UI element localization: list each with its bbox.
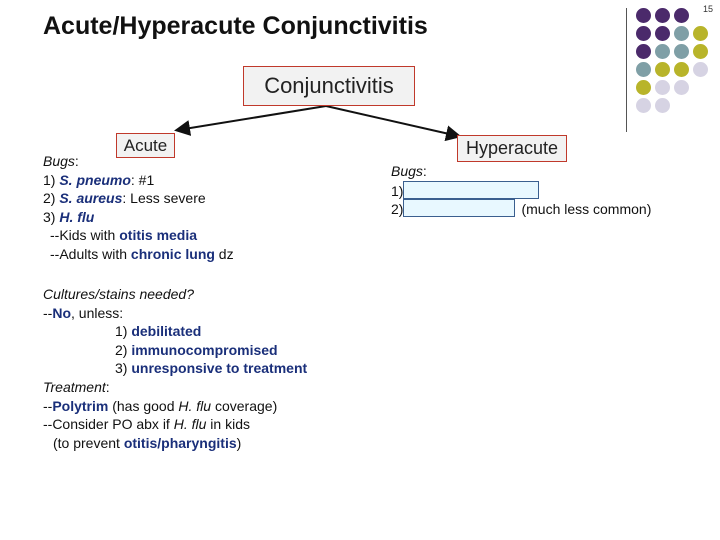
- cultures-answer: --No, unless:: [43, 304, 124, 321]
- unless-item: 1) debilitated: [115, 323, 202, 340]
- acute-bugs-list: [43, 152, 234, 264]
- bug-subitem: --Adults with chronic lung dz: [50, 245, 234, 262]
- treatment-item: (to prevent otitis/pharyngitis): [53, 434, 242, 451]
- bug-subitem: --Kids with otitis media: [50, 227, 198, 244]
- treatment-item: --Polytrim (has good H. flu coverage): [43, 397, 278, 414]
- arrow-to-hyperacute: [326, 106, 458, 136]
- acute-management: [43, 285, 307, 452]
- hyperacute-bugs-list: [391, 162, 651, 218]
- treatment-heading: Treatment:: [43, 378, 110, 395]
- answer-reveal-box[interactable]: [403, 181, 539, 199]
- bug-item: 2) S. aureus: Less severe: [43, 190, 206, 207]
- slide-number: 15: [702, 4, 713, 14]
- answer-reveal-box[interactable]: [403, 199, 515, 217]
- bugs-heading: Bugs:: [391, 163, 427, 179]
- treatment-item: --Consider PO abx if H. flu in kids: [43, 416, 250, 433]
- bug-item: 1) S. pneumo: #1: [43, 171, 155, 188]
- bug-item: 3) H. flu: [43, 208, 95, 225]
- arrow-to-acute: [178, 106, 326, 130]
- bug-item: 1): [391, 181, 651, 200]
- bugs-heading: Bugs:: [43, 153, 79, 169]
- hyperacute-box: Hyperacute: [457, 135, 567, 162]
- conjunctivitis-box: Conjunctivitis: [243, 66, 415, 106]
- cultures-question: Cultures/stains needed?: [43, 286, 194, 302]
- unless-item: 3) unresponsive to treatment: [115, 360, 308, 377]
- slide-title: Acute/Hyperacute Conjunctivitis: [43, 12, 428, 40]
- bug-item: 2) (much less common): [391, 201, 652, 218]
- acute-box: Acute: [116, 133, 175, 158]
- unless-item: 2) immunocompromised: [115, 341, 278, 358]
